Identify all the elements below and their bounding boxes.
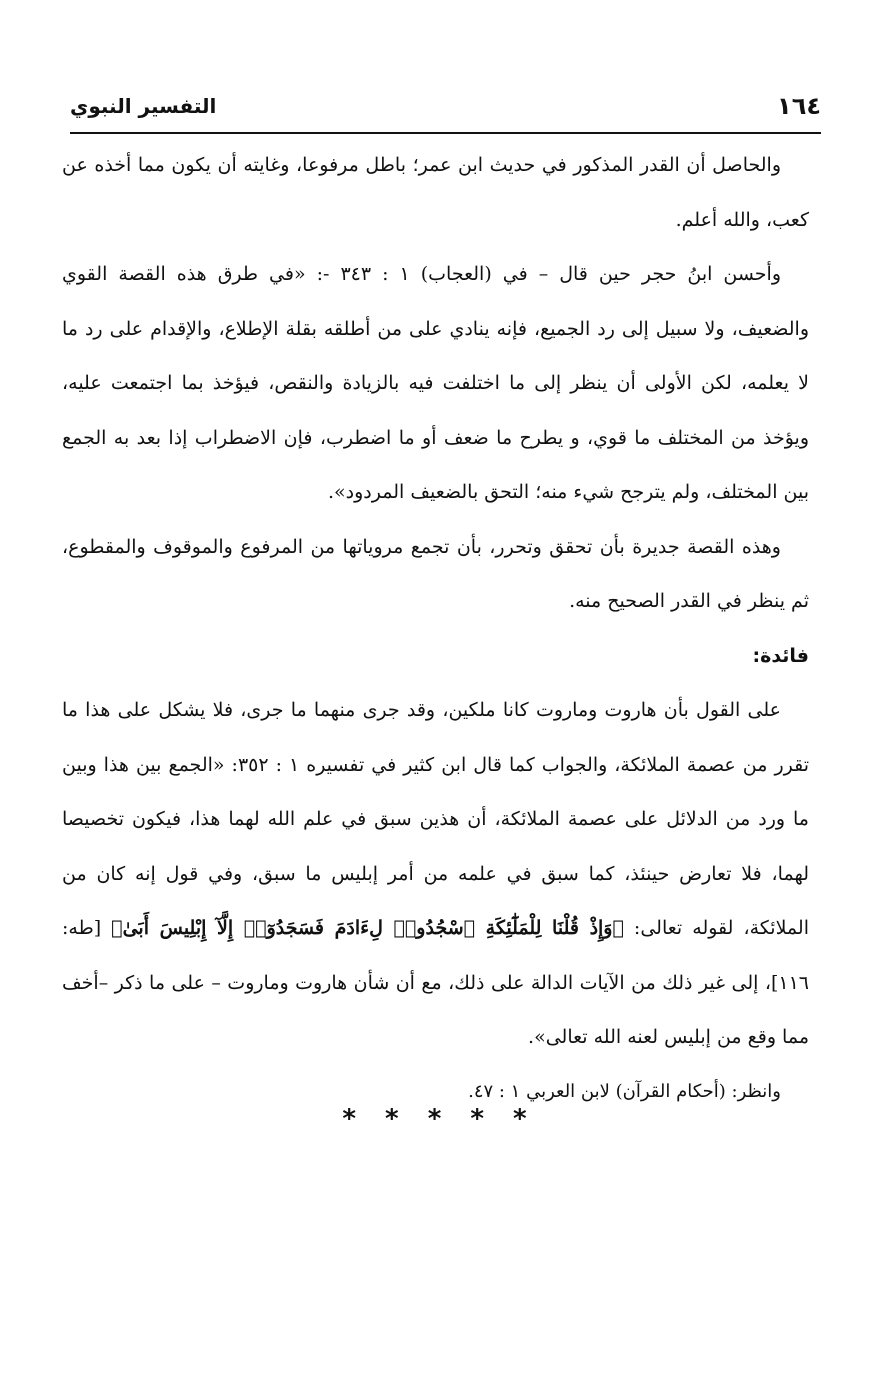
running-title: التفسير النبوي (70, 94, 217, 118)
page-number: ١٦٤ (777, 92, 821, 120)
paragraph-ibn-hajar-quote: وأحسن ابنُ حجر حين قال – في (العجاب) ١ : ٣٤٣ -: «في طرق هذه القصة القوي والضعيف، ولا سبيل إلى رد الجميع، فإنه ينادي على من أطلقه بقلة الإطلاع، والإقدام على رد ما لا يعلمه، لكن الأولى أن ينظر إلى ما اختلفت فيه بالزيادة والنقص، فيؤخذ بما اجتمعت عليه، ويؤخذ من المختلف ما قوي، و يطرح ما ضعف أو ما اضطرب، فإن الاضطراب إذا بعد به الجمع بين المختلف، ولم يترجح شيء منه؛ التحق بالضعيف المردود». (62, 263, 809, 503)
section-heading-benefit: فائدة: (752, 644, 809, 667)
paragraph-ibn-kathir-quote (62, 683, 809, 1065)
paragraph-text-before-verse: على القول بأن هاروت وماروت كانا ملكين، وقد جرى منهما ما جرى، فلا يشكل على هذا ما تقرر من عصمة الملائكة، والجواب كما قال ابن كثير في تفسيره ١ : ٣٥٢: «الجمع بين هذا وبين ما ورد من الدلائل على عصمة الملائكة، أن هذين سبق في علم الله لهما هذا، فيكون تخصيصا لهما، فلا تعارض حينئذ، كما سبق في علمه من أمر إبليس ما سبق، وفي قول إنه كان من الملائكة، لقوله تعالى: (62, 699, 810, 939)
paragraph-text-after-verse: [طه: ١١٦]، إلى غير ذلك من الآيات الدالة على ذلك، مع أن شأن هاروت وماروت – على ما ذكر –أخف مما وقع من إبليس لعنه الله تعالى». (62, 917, 809, 1048)
paragraph-story-verification: وهذه القصة جديرة بأن تحقق وتحرر، بأن تجمع مروياتها من المرفوع والموقوف والمقطوع، ثم ينظر في القدر الصحيح منه. (62, 535, 809, 612)
quran-verse: ﴿وَإِذْ قُلْنَا لِلْمَلَٰٓئِكَةِ ٱسْجُدُوا۟ لِءَادَمَ فَسَجَدُوٓا۟ إِلَّآ إِبْلِيسَ أَبَىٰ﴾ (111, 917, 624, 939)
reference-note: وانظر: (أحكام القرآن) لابن العربي ١ : ٤٧. (468, 1080, 781, 1102)
page-body (62, 138, 809, 1119)
paragraph-conclusion: والحاصل أن القدر المذكور في حديث ابن عمر؛ باطل مرفوعا، وغايته أن يكون مما أخذه عن كعب، والله أعلم. (62, 154, 809, 231)
page-header (70, 92, 821, 134)
section-separator: * * * * * (342, 1104, 537, 1134)
